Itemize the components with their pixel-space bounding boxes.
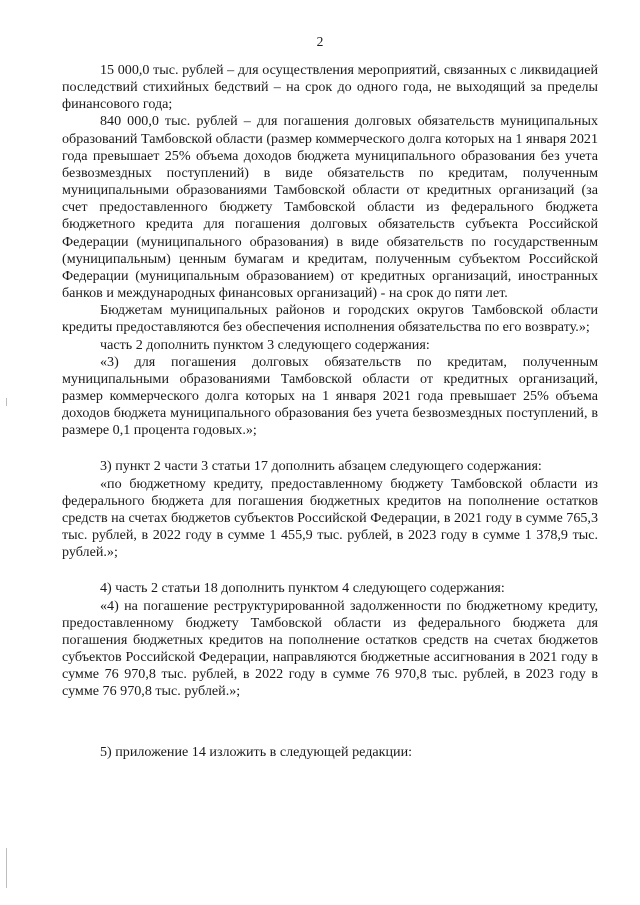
- paragraph-debt-repayment-credit: 840 000,0 тыс. рублей – для погашения долговых обязательств муниципальных образований Тамбовской области (размер коммерческого долга которых на 1 января 2021 года превышает 25% объема доходов бюджета муниципального образования без учета безвозмездных поступлений) в виде обязательств по кредитам, полученным муниципальными образованиями Тамбовской области от кредитных организаций (за счет предоставленного бюджету Тамбовской области из федерального бюджета бюджетного кредита для погашения долговых обязательств субъекта Российской Федерации (муниципального образования) в виде обязательств по государственным (муниципальным) ценным бумагам и кредитам, полученным субъектом Российской Федерации (муниципальным образованием) от кредитных организаций, иностранных банков и международных финансовых организаций) - на срок до пяти лет.: [62, 113, 598, 302]
- paragraph-article17-amendment: 3) пункт 2 части 3 статьи 17 дополнить абзацем следующего содержания:: [100, 458, 542, 475]
- paragraph-article18-amendment: 4) часть 2 статьи 18 дополнить пунктом 4 следующего содержания:: [100, 580, 505, 597]
- scan-edge-mark: [6, 848, 7, 888]
- paragraph-appendix14: 5) приложение 14 изложить в следующей редакции:: [100, 744, 413, 761]
- scan-edge-mark: [6, 398, 7, 406]
- document-body: [62, 62, 598, 762]
- paragraph-emergency-credit: 15 000,0 тыс. рублей – для осуществления мероприятий, связанных с ликвидацией последствий стихийных бедствий – на срок до одного года, не выходящий за пределы финансового года;: [62, 62, 598, 113]
- paragraph-item4: «4) на погашение реструктурированной задолженности по бюджетному кредиту, предоставленному бюджету Тамбовской области из федерального бюджета для погашения бюджетных кредитов на пополнение остатков средств на счетах бюджетов субъектов Российской Федерации, направляются бюджетные ассигнования в 2021 году в сумме 76 970,8 тыс. рублей, в 2022 году в сумме 76 970,8 тыс. рублей, в 2023 году в сумме 76 970,8 тыс. рублей.»;: [62, 597, 598, 700]
- paragraph-item3: «3) для погашения долговых обязательств по кредитам, полученным муниципальными образованиями Тамбовской области от кредитных организаций, размер коммерческого долга которых на 1 января 2021 года превышает 25% объема доходов бюджета муниципального образования без учета безвозмездных поступлений, в размере 0,1 процента годовых.»;: [62, 353, 598, 439]
- paragraph-part2-amendment: часть 2 дополнить пунктом 3 следующего содержания:: [100, 336, 430, 353]
- paragraph-no-security: Бюджетам муниципальных районов и городских округов Тамбовской области кредиты предоставляются без обеспечения исполнения обязательства по его возврату.»;: [62, 302, 598, 336]
- page-number: 2: [316, 34, 324, 49]
- paragraph-budget-credit-interest: «по бюджетному кредиту, предоставленному бюджету Тамбовской области из федерального бюджета для погашения бюджетных кредитов на пополнение остатков средств на счетах бюджетов субъектов Российской Федерации, в 2021 году в сумме 765,3 тыс. рублей, в 2022 году в сумме 1 455,9 тыс. рублей, в 2023 году в сумме 1 378,9 тыс. рублей.»;: [62, 475, 598, 561]
